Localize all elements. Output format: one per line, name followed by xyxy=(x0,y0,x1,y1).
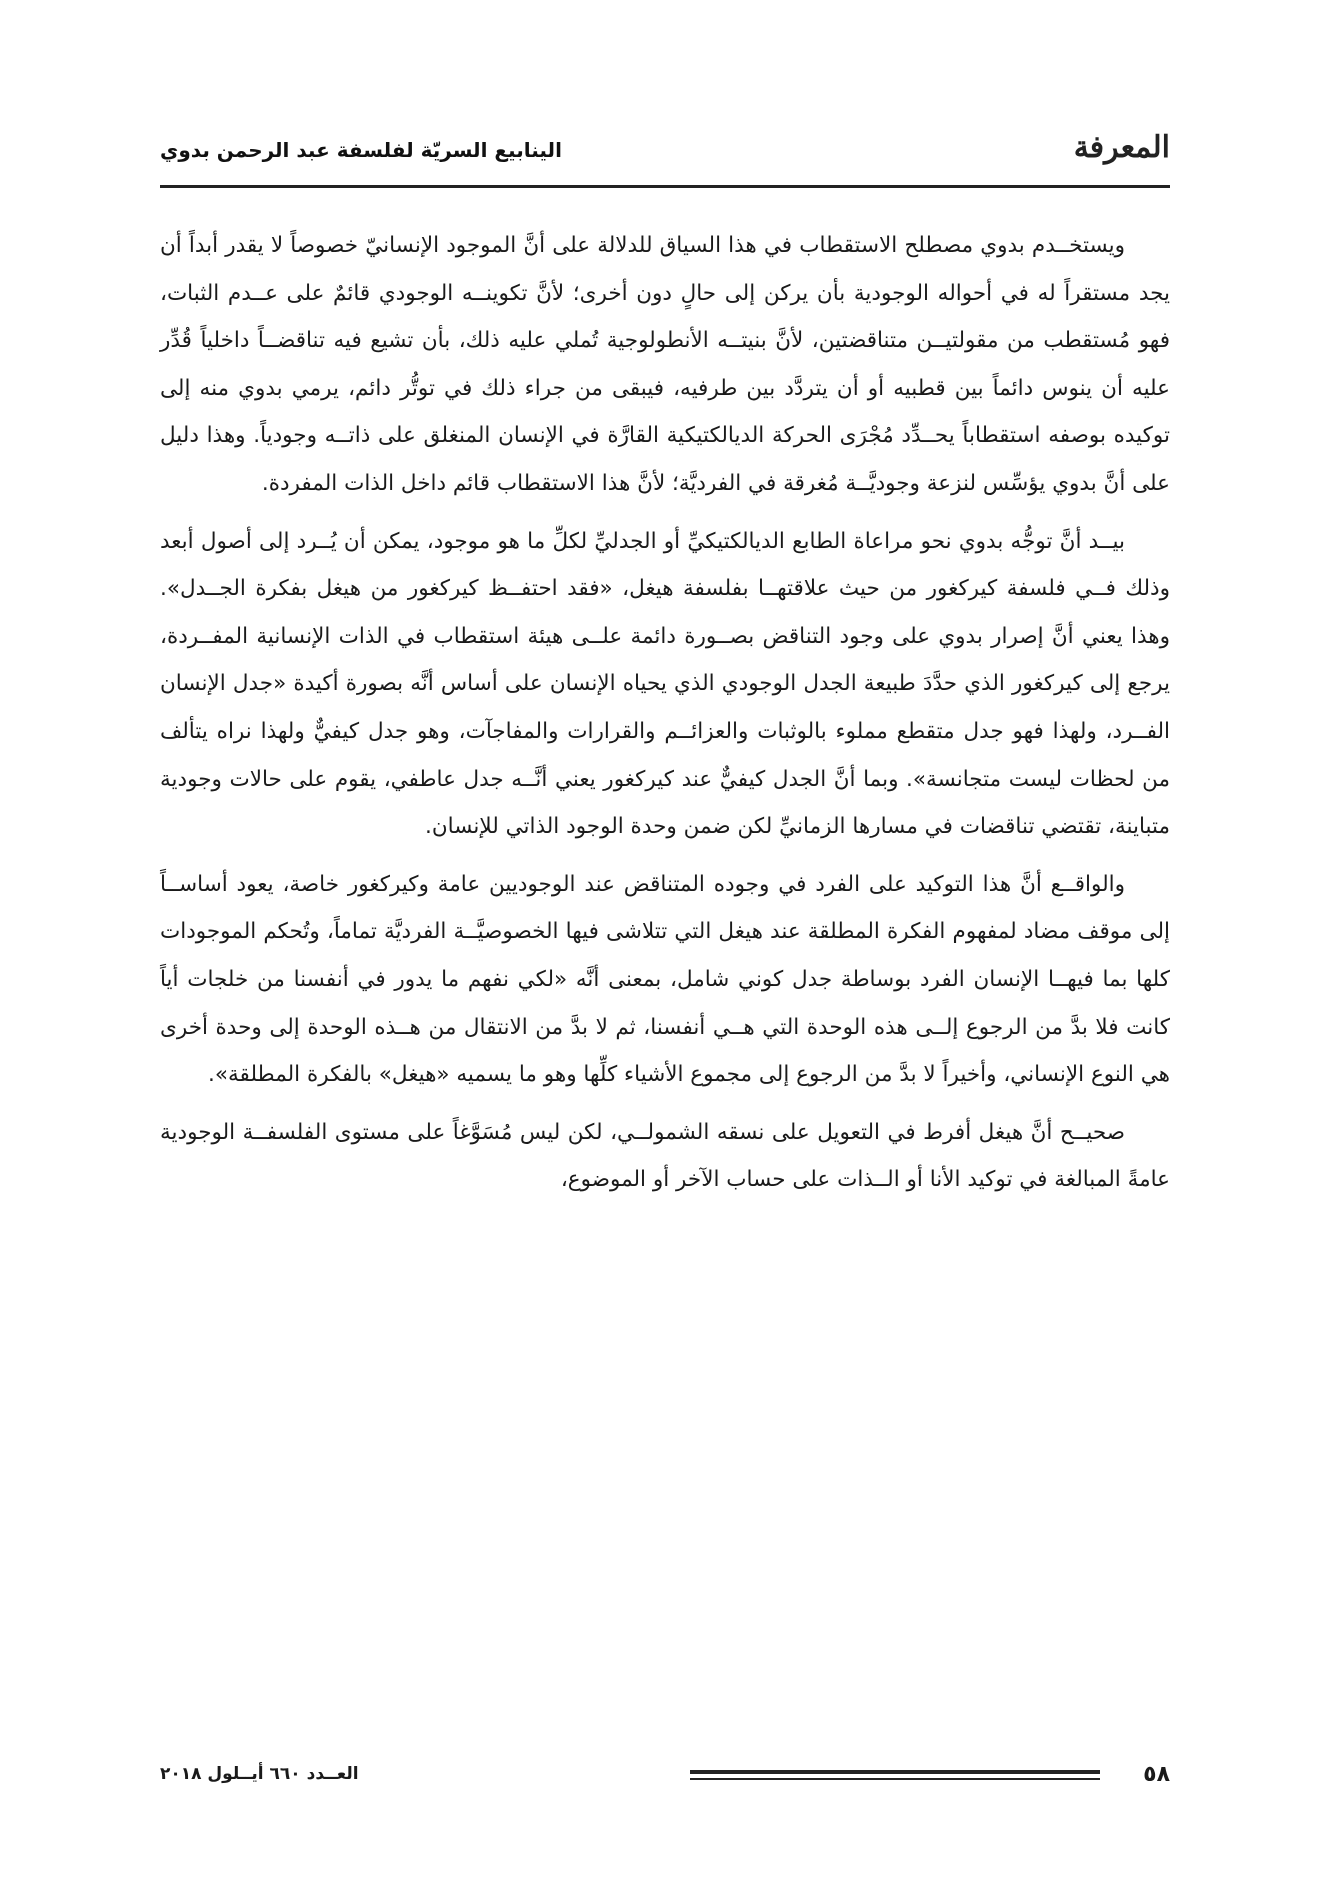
header-divider xyxy=(160,185,1170,188)
footer-divider xyxy=(690,1770,1100,1782)
page-footer xyxy=(160,1762,1170,1792)
running-header xyxy=(160,130,1170,180)
issue-info: العــدد ٦٦٠ أيــلول ٢٠١٨ xyxy=(160,1764,359,1784)
journal-logo: المعرفة xyxy=(1073,130,1170,165)
article-body xyxy=(160,222,1170,1214)
page-number: ٥٨ xyxy=(1143,1762,1170,1787)
article-title: الينابيع السريّة لفلسفة عبد الرحمن بدوي xyxy=(160,138,562,162)
paragraph-3: والواقــع أنَّ هذا التوكيد على الفرد في وجوده المتناقض عند الوجوديين عامة وكيركغور خاصة، يعود أساســاً إلى موقف مضاد لمفهوم الفكرة المطلقة عند هيغل التي تتلاشى فيها الخصوصيَّــة الفرديَّة تماماً، وتُحكم الموجودات كلها بما فيهــا الإنسان الفرد بوساطة جدل كوني شامل، بمعنى أنَّه «لكي نفهم ما يدور في أنفسنا من خلجات أياً كانت فلا بدَّ من الرجوع إلــى هذه الوحدة التي هــي أنفسنا، ثم لا بدَّ من الانتقال من هــذه الوحدة إلى وحدة أخرى هي النوع الإنساني، وأخيراً لا بدَّ من الرجوع إلى مجموع الأشياء كلِّها وهو ما يسميه «هيغل» بالفكرة المطلقة». xyxy=(160,871,1170,1088)
paragraph-4: صحيــح أنَّ هيغل أفرط في التعويل على نسقه الشمولــي، لكن ليس مُسَوَّغاً على مستوى الفلسفــة الوجودية عامةً المبالغة في توكيد الأنا أو الــذات على حساب الآخر أو الموضوع، xyxy=(160,1119,1170,1193)
footer-rule-thick xyxy=(690,1770,1100,1774)
paragraph-1: ويستخــدم بدوي مصطلح الاستقطاب في هذا السياق للدلالة على أنَّ الموجود الإنسانيّ خصوصاً لا يقدر أبداً أن يجد مستقراً له في أحواله الوجودية بأن يركن إلى حالٍ دون أخرى؛ لأنَّ تكوينــه الوجودي قائمٌ على عــدم الثبات، فهو مُستقطب من مقولتيــن متناقضتين، لأنَّ بنيتــه الأنطولوجية تُملي عليه ذلك، بأن تشيع فيه تناقضــاً داخلياً قُدِّر عليه أن ينوس دائماً بين قطبيه أو أن يتردَّد بين طرفيه، فيبقى من جراء ذلك في توتُّر دائم، يرمي بدوي منه إلى توكيده بوصفه استقطاباً يحــدِّد مُجْرَى الحركة الديالكتيكية القارَّة في الإنسان المنغلق على ذاتــه وجودياً. وهذا دليل على أنَّ بدوي يؤسِّس لنزعة وجوديَّــة مُغرقة في الفرديَّة؛ لأنَّ هذا الاستقطاب قائم داخل الذات المفردة. xyxy=(160,233,1170,496)
footer-rule-thin xyxy=(690,1778,1100,1780)
paragraph-2: بيــد أنَّ توجُّه بدوي نحو مراعاة الطابع الديالكتيكيِّ أو الجدليِّ لكلِّ ما هو موجود، يمكن أن يُــرد إلى أصول أبعد وذلك فــي فلسفة كيركغور من حيث علاقتهــا بفلسفة هيغل، «فقد احتفــظ كيركغور من هيغل بفكرة الجــدل». وهذا يعني أنَّ إصرار بدوي على وجود التناقض بصــورة دائمة علــى هيئة استقطاب في الذات الإنسانية المفــردة، يرجع إلى كيركغور الذي حدَّدَ طبيعة الجدل الوجودي الذي يحياه الإنسان على أساس أنَّه بصورة أكيدة «جدل الإنسان الفــرد، ولهذا فهو جدل متقطع مملوء بالوثبات والعزائــم والقرارات والمفاجآت، وهو جدل كيفيٌّ ولهذا نراه يتألف من لحظات ليست متجانسة». وبما أنَّ الجدل كيفيٌّ عند كيركغور يعني أنَّــه جدل عاطفي، يقوم على حالات وجودية متباينة، تقتضي تناقضات في مسارها الزمانيِّ لكن ضمن وحدة الوجود الذاتي للإنسان. xyxy=(160,528,1170,840)
